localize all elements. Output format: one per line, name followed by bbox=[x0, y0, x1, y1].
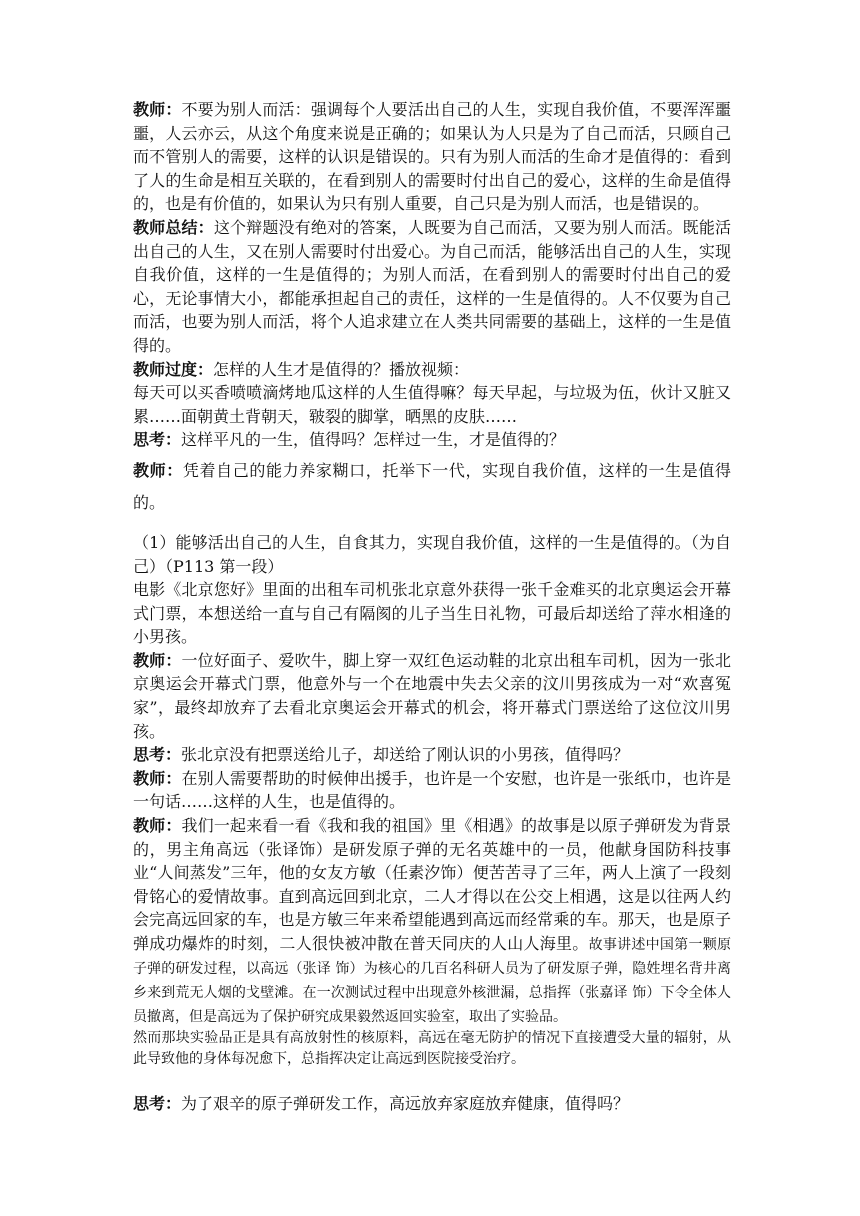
paragraph-text: 我们一起来看一看《我和我的祖国》里《相遇》的故事是以原子弹研发为背景的，男主角高远（张译饰）是研发原子弹的无名英雄中的一员，他献身国防科技事业“人间蒸发”三年，他的女友方敏（任素汐饰）便苦苦寻了三年，两人上演了一段刻骨铭心的爱情故事。直到高远回到北京，二人才得以在公交上相遇，这是以往两人约会完高远回家的车，也是方敏三年来希望能遇到高远而经常乘的车。那天，也是原子弹成功爆炸的时刻，二人很快被冲散在普天同庆的人山人海里。 bbox=[133, 816, 731, 953]
speaker-label: 思考： bbox=[133, 745, 182, 765]
paragraph-teacher-5 bbox=[133, 814, 731, 1028]
paragraph-movie-beijing bbox=[133, 578, 731, 649]
speaker-label: 教师总结： bbox=[133, 217, 214, 237]
speaker-label: 教师过度： bbox=[133, 359, 214, 379]
paragraph-text: 不要为别人而活：强调每个人要活出自己的人生，实现自我价值，不要浑浑噩噩，人云亦云，从这个角度来说是正确的；如果认为人只是为了自己而活，只顾自己而不管别人的需要，这样的认识是错误的。只有为别人而活的生命才是值得的：看到了人的生命是相互关联的，在看到别人的需要时付出自己的爱心，这样的生命是值得的，也是有价值的，如果认为只有别人重要，自己只是为别人而活，也是错误的。 bbox=[133, 100, 731, 214]
paragraph-story-summary: 故事讲述中国第一颗原子弹的研发过程，以高远（张译 饰）为核心的几百名科研人员为了研发原子弹，隐姓埋名背井离乡来到荒无人烟的戈壁滩。在一次测试过程中出现意外核泄漏，总指挥（张嘉译 饰）下令全体人员撤离，但是高远为了保护研究成果毅然返回实验室，取出了实验品。 bbox=[133, 937, 731, 1025]
paragraph-text: 张北京没有把票送给儿子，却送给了刚认识的小男孩，值得吗？ bbox=[181, 745, 630, 765]
speaker-label: 思考： bbox=[133, 1094, 182, 1113]
paragraph-story-continued bbox=[133, 1028, 731, 1070]
paragraph-text: 这样平凡的一生，值得吗？怎样过一生，才是值得的？ bbox=[181, 430, 566, 450]
paragraph-text: 然而那块实验品正是具有高放射性的核原料，高远在毫无防护的情况下直接遭受大量的辐射，从此导致他的身体每况愈下，总指挥决定让高远到医院接受治疗。 bbox=[133, 1030, 731, 1067]
paragraph-teacher-transition bbox=[133, 358, 731, 382]
paragraph-text: 在别人需要帮助的时候伸出援手，也许是一个安慰，也许是一张纸巾，也许是一句话……这样的人生，也是值得的。 bbox=[133, 768, 731, 812]
paragraph-teacher-4 bbox=[133, 767, 731, 814]
paragraph-text: 凭着自己的能力养家糊口，托举下一代，实现自我价值，这样的一生是值得的。 bbox=[133, 460, 731, 512]
paragraph-text: 电影《北京您好》里面的出租车司机张北京意外获得一张千金难买的北京奥运会开幕式门票，本想送给一直与自己有隔阂的儿子当生日礼物，可最后却送给了萍水相逢的小男孩。 bbox=[133, 580, 731, 647]
paragraph-text: 为了艰辛的原子弹研发工作，高远放弃家庭放弃健康，值得吗？ bbox=[181, 1094, 630, 1113]
speaker-label: 思考： bbox=[133, 430, 182, 450]
speaker-label: 教师： bbox=[133, 768, 182, 788]
paragraph-think-1 bbox=[133, 428, 731, 452]
paragraph-think-3 bbox=[133, 1092, 731, 1116]
speaker-label: 教师： bbox=[133, 460, 183, 480]
paragraph-point-1 bbox=[133, 531, 731, 578]
paragraph-text: 每天可以买香喷喷滴烤地瓜这样的人生值得嘛？每天早起，与垃圾为伍，伙计又脏又累……面朝黄土背朝天，皲裂的脚掌，晒黑的皮肤…… bbox=[133, 383, 731, 426]
paragraph-text: 怎样的人生才是值得的？播放视频： bbox=[213, 359, 470, 379]
document-page bbox=[133, 98, 731, 1116]
paragraph-text: 一位好面子、爱吹牛，脚上穿一双红色运动鞋的北京出租车司机，因为一张北京奥运会开幕式门票，他意外与一个在地震中失去父亲的汶川男孩成为一对“欢喜冤家”，最终却放弃了去看北京奥运会开幕式的机会，将开幕式门票送给了这位汶川男孩。 bbox=[133, 650, 731, 741]
paragraph-teacher-summary bbox=[133, 216, 731, 358]
paragraph-video-description bbox=[133, 381, 731, 428]
blank-line bbox=[133, 1070, 731, 1092]
paragraph-text: 这个辩题没有绝对的答案，人既要为自己而活，又要为别人而活。既能活出自己的人生，又在别人需要时付出爱心。为自己而活，能够活出自己的人生，实现自我价值，这样的一生是值得的；为别人而活，在看到别人的需要时付出自己的爱心，无论事情大小，都能承担起自己的责任，这样的一生是值得的。人不仅要为自己而活，也要为别人而活，将个人追求建立在人类共同需要的基础上，这样的一生是值得的。 bbox=[133, 217, 731, 355]
paragraph-teacher-1 bbox=[133, 98, 731, 216]
paragraph-teacher-3 bbox=[133, 649, 731, 743]
paragraph-teacher-2 bbox=[133, 455, 731, 519]
speaker-label: 教师： bbox=[133, 816, 182, 836]
paragraph-think-2 bbox=[133, 743, 731, 767]
speaker-label: 教师： bbox=[133, 100, 182, 119]
speaker-label: 教师： bbox=[133, 650, 182, 670]
paragraph-text: （1）能够活出自己的人生，自食其力，实现自我价值，这样的一生是值得的。（为自己）（P113 第一段） bbox=[133, 532, 731, 576]
